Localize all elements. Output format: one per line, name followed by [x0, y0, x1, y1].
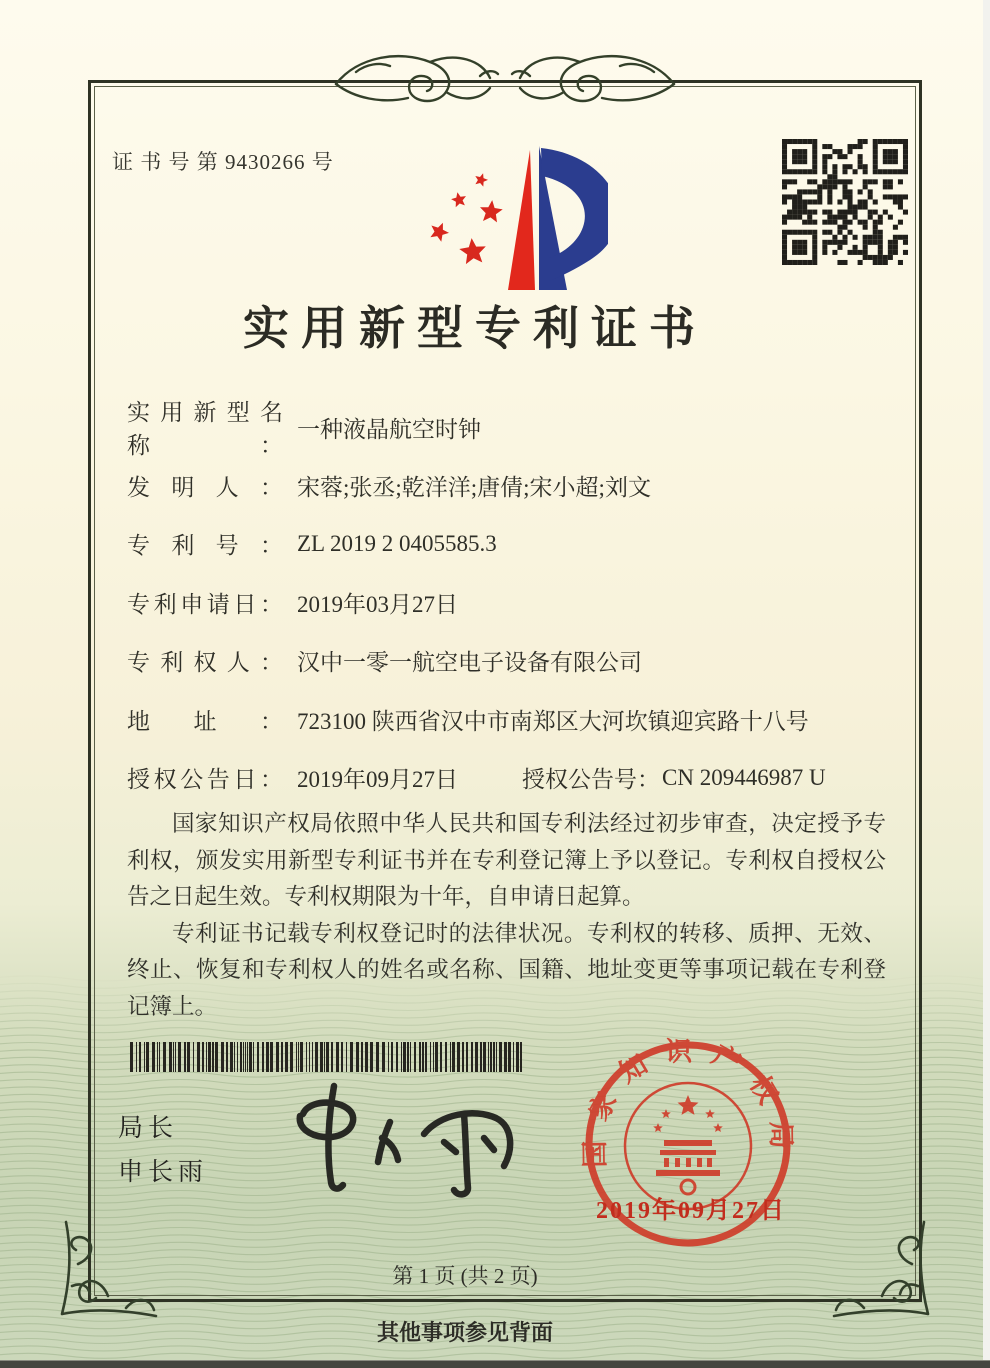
field-label: 专利申请日：	[127, 591, 283, 617]
grant-number: CN 209446987 U	[662, 764, 826, 790]
signer-title: 局长	[118, 1114, 179, 1142]
field-label: 专利号：	[127, 533, 283, 559]
field-value: 宋蓉;张丞;乾洋洋;唐倩;宋小超;刘文	[297, 475, 651, 501]
field-row-inventors	[127, 456, 890, 514]
field-value: 一种液晶航空时钟	[297, 416, 481, 442]
field-list	[127, 398, 890, 807]
field-label: 发明人：	[127, 475, 283, 501]
director-signature	[268, 1072, 528, 1202]
field-row-grant	[127, 748, 890, 806]
field-value: 2019年03月27日	[297, 591, 458, 617]
seal-text: 国家知识产权局	[579, 1036, 797, 1168]
field-label: 地址：	[127, 708, 283, 734]
barcode	[130, 1042, 522, 1072]
field-row-patentee	[127, 632, 890, 690]
certificate-number: 证 书 号 第 9430266 号	[112, 150, 334, 174]
cnipa-logo-icon	[418, 132, 608, 297]
field-row-filing-date	[127, 573, 890, 631]
grant-date: 2019年09月27日	[297, 767, 458, 793]
field-value: 汉中一零一航空电子设备有限公司	[297, 650, 642, 676]
body-paragraph-1: 国家知识产权局依照中华人民共和国专利法经过初步审查，决定授予专利权，颁发实用新型专利证书并在专利登记簿上予以登记。专利权自授权公告之日起生效。专利权期限为十年，自申请日起算。	[127, 811, 886, 910]
field-label: 专利权人：	[127, 650, 283, 676]
field-row-patent-no	[127, 515, 890, 573]
certificate-title: 实用新型专利证书	[243, 303, 707, 354]
field-label: 实用新型名称：	[127, 400, 283, 459]
field-row-address	[127, 690, 890, 748]
legal-text	[127, 806, 886, 1026]
back-note: 其他事项参见背面	[376, 1320, 553, 1345]
field-label: 授权公告号：	[522, 767, 660, 793]
photo-edge-bottom	[0, 1361, 990, 1368]
field-value: ZL 2019 2 0405585.3	[297, 530, 497, 556]
field-value: 723100 陕西省汉中市南郑区大河坎镇迎宾路十八号	[297, 708, 809, 734]
signer-name: 申长雨	[118, 1158, 209, 1186]
page-number: 第 1 页 (共 2 页)	[392, 1264, 538, 1288]
field-label: 授权公告日：	[127, 767, 283, 793]
field-row-name	[127, 398, 890, 459]
photo-edge-right	[983, 0, 990, 1368]
seal-date: 2019年09月27日	[596, 1198, 786, 1224]
qr-code-icon	[782, 139, 908, 265]
body-paragraph-2: 专利证书记载专利权登记时的法律状况。专利权的转移、质押、无效、终止、恢复和专利权人的姓名或名称、国籍、地址变更等事项记载在专利登记簿上。	[127, 920, 886, 1019]
